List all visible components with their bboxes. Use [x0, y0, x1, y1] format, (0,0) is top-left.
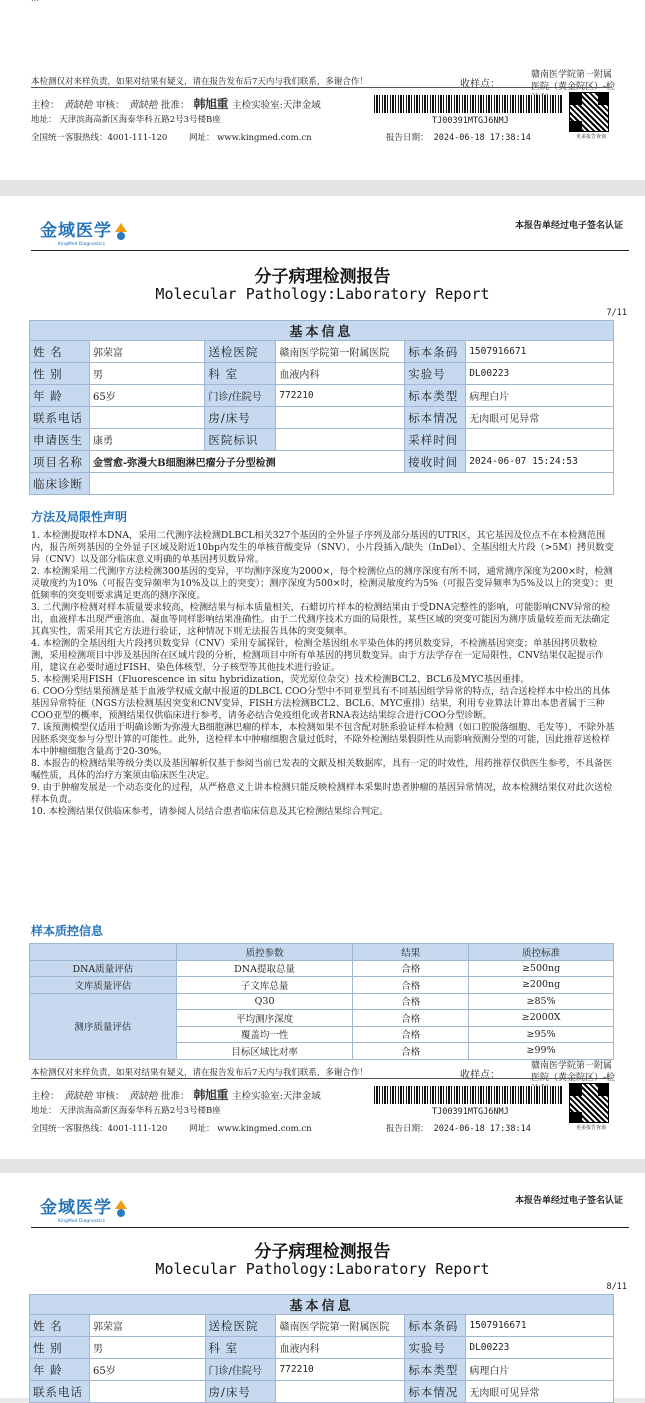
sign-label-main: 主检：	[31, 99, 60, 111]
sign-label-check: 审核：	[96, 99, 125, 111]
signature-approve: 韩旭重	[193, 1088, 229, 1102]
sex-label: 性 别	[30, 1337, 90, 1359]
qc-result: 合格	[353, 1026, 469, 1043]
brand-name: 金域医学	[40, 1198, 112, 1218]
method-item: 5. 本检测采用FISH（Fluorescence in situ hybridization，荧光原位杂交）技术检测BCL2、BCL6及MYC基因重排。	[31, 674, 530, 685]
footer-hotline	[31, 1122, 312, 1134]
age-value: 65岁	[89, 1359, 205, 1381]
barcode-label: 标本条码	[405, 341, 466, 363]
footer-address: 地址： 天津滨海高新区海泰华科五路2号3号楼B座	[31, 1106, 221, 1116]
age-label: 年 龄	[30, 1359, 90, 1381]
specimen-type-value: 病理白片	[466, 385, 614, 407]
website-text: 网址： www.kingmed.com.cn	[188, 133, 312, 143]
specimen-type-label: 标本类型	[405, 385, 466, 407]
table-row	[30, 977, 614, 994]
qc-param: DNA提取总量	[176, 960, 353, 977]
methods-title: 方法及局限性声明	[31, 510, 128, 524]
qc-group: 文库质量评估	[30, 977, 177, 994]
specimen-condition-label: 标本情况	[405, 407, 466, 429]
opd-value: 772210	[276, 385, 405, 407]
report-title-cn: 分子病理检测报告	[254, 267, 391, 287]
table-row	[30, 960, 614, 977]
barcode-icon	[374, 95, 562, 113]
barcode-text: TJ00391MTGJ6NMJ	[432, 116, 509, 126]
basic-info-table	[29, 1294, 614, 1403]
qc-result: 合格	[353, 960, 469, 977]
method-item: 10. 本检测结果仅供临床参考，请参阅人员结合患者临床信息及其它检测结果综合判定。	[31, 806, 389, 817]
dept-label: 科 室	[205, 363, 276, 385]
phone-value	[89, 1381, 205, 1403]
specimen-condition-value: 无肉眼可见异常	[466, 1381, 614, 1403]
brand-subtitle: KingMed Diagnostics	[58, 1219, 105, 1224]
report-page-7	[0, 196, 645, 1159]
method-item: 1. 本检测提取样本DNA，采用二代测序法检测DLBCL相关327个基因的全外显子序列及部分基因的UTR区，其它基因及位点不在本检测范围内，报告所列基因的全外显子区域及附近10bp内发生的单核苷酸变异（SNV）、小片段插入/缺失（InDel）、全基因组大片段（>5M）拷贝数变异（CNV）以及部分临床意义明确的单基因拷贝数异常。	[31, 530, 614, 565]
collection-time-value	[466, 429, 614, 451]
brand-name: 金域医学	[40, 221, 112, 241]
qc-standard: ≥95%	[469, 1026, 614, 1043]
hotline-text: 全国统一客服热线：4001-111-120	[31, 1124, 168, 1134]
footer-address: 地址： 天津滨海高新区海泰华科五路2号3号楼B座	[31, 115, 221, 125]
receipt-label: 收样点：	[460, 79, 500, 90]
basic-info-header: 基本信息	[30, 1295, 614, 1315]
phone-label: 联系电话	[30, 1381, 90, 1403]
opd-label: 门诊/住院号	[205, 1359, 276, 1381]
diagnosis-value	[89, 473, 613, 495]
qc-param: 目标区域比对率	[176, 1043, 353, 1060]
sign-label-check: 审核：	[96, 1090, 125, 1102]
e-sign-note: 本报告单经过电子签名认证	[515, 1196, 624, 1206]
method-item: 2. 本检测采用二代测序方法检测300基因的变异，平均测序深度为2000×，每个检测位点的测序深度有所不同，通常测序深度为200×时，检测灵敏度约为10%（可报告变异频率为10%及以上的突变）；测序深度为500×时，检测灵敏度约为5%（可报告变异频率为5%及以上的突变）；更低频率的突变则要求满足更高的测序深度。	[31, 566, 614, 601]
footer-notice: 本检测仅对来样负责，如果对结果有疑义，请在报告发布后7天内与我们联系，多谢合作！	[31, 1068, 368, 1078]
sex-label: 性 别	[30, 363, 90, 385]
qc-header-blank	[30, 944, 177, 961]
brand-logo	[40, 1193, 127, 1218]
bed-label: 房/床号	[205, 407, 276, 429]
dept-value: 血液内科	[276, 363, 405, 385]
qc-group: DNA质量评估	[30, 960, 177, 977]
qr-label: 更多报告查询	[575, 1125, 606, 1131]
receive-time-label: 接收时间	[405, 451, 466, 473]
signature-main: 黄缺艳	[63, 100, 93, 111]
lab-label: 主检实验室:天津金域	[232, 1090, 321, 1102]
qc-result: 合格	[353, 993, 469, 1010]
website-text: 网址： www.kingmed.com.cn	[188, 1124, 312, 1134]
header-rule	[31, 250, 629, 251]
qc-group: 测序质量评估	[30, 993, 177, 1059]
name-label: 姓 名	[30, 1315, 90, 1337]
sign-label-approve: 批准：	[161, 1090, 190, 1102]
item-label: 项目名称	[30, 451, 90, 473]
qc-standard: ≥99%	[469, 1043, 614, 1060]
name-value: 郭荣富	[89, 1315, 205, 1337]
qc-standard: ≥200ng	[469, 977, 614, 994]
signature-approve: 韩旭重	[193, 97, 229, 111]
qc-param: 平均测序深度	[176, 1010, 353, 1027]
receipt-value: 赣南医学院第一附属医院（黄金院区）-检	[531, 70, 616, 92]
basic-info-table	[29, 320, 614, 495]
qr-code-icon	[569, 1083, 609, 1123]
method-item: 8. 本报告的检测结果等级分类以及基因解析仅基于参阅当前已发表的文献及相关数据库，具有一定的时效性，用药推荐仅供医生参考，不具备医嘱性质，具体的治疗方案须由临床医生决定。	[31, 758, 613, 781]
qc-result: 合格	[353, 1010, 469, 1027]
signature-main: 黄缺艳	[63, 1091, 93, 1102]
footer-notice: 本检测仅对来样负责，如果对结果有疑义，请在报告发布后7天内与我们联系，多谢合作！	[31, 77, 368, 87]
logo-mark-icon	[113, 223, 127, 241]
collection-time-label: 采样时间	[405, 429, 466, 451]
hotline-text: 全国统一客服热线：4001-111-120	[31, 133, 168, 143]
hospital-mark-label: 医院标识	[205, 429, 276, 451]
report-date: 报告日期： 2024-06-18 17:38:14	[386, 1124, 531, 1134]
hospital-value: 赣南医学院第一附属医院	[276, 1315, 405, 1337]
specimen-condition-label: 标本情况	[405, 1381, 466, 1403]
phone-value	[89, 407, 204, 429]
methods-text	[31, 530, 615, 818]
method-item: 9. 由于肿瘤发展是一个动态变化的过程，从严格意义上讲本检测只能反映检测样本采集时患者肿瘤的基因异常情况，故本检测结果仅对此次送检样本负责。	[31, 782, 613, 805]
barcode-icon	[374, 1086, 562, 1104]
receive-time-value: 2024-06-07 15:24:53	[466, 451, 614, 473]
basic-info-header: 基本信息	[30, 321, 614, 341]
receipt-label: 收样点：	[460, 1070, 500, 1081]
name-label: 姓 名	[30, 341, 90, 363]
signature-row	[31, 1086, 321, 1103]
sign-label-main: 主检：	[31, 1090, 60, 1102]
page-number: 7/11	[606, 308, 627, 318]
age-value: 65岁	[89, 385, 204, 407]
page-separator	[0, 1159, 645, 1173]
method-item: 3. 二代测序检测对样本质量要求较高，检测结果与标本质量相关，石蜡切片样本的检测结果由于受DNA完整性的影响，可能影响CNV异常的检出，血液样本出现严重溶血、凝血等同样影响结果准确性。由于二代测序技术方面的局限性，某些区域的突变可能因为测序质量较差而无法确定其真实性，需采用其它方法进行验证，这种情况下则无法报告具体的突变频率。	[31, 602, 611, 637]
barcode-label: 标本条码	[405, 1315, 466, 1337]
qr-code-icon	[569, 92, 609, 132]
lab-no-label: 实验号	[405, 1337, 466, 1359]
bed-value	[276, 407, 405, 429]
opd-label: 门诊/住院号	[205, 385, 276, 407]
lab-no-value: DL00223	[466, 1337, 614, 1359]
barcode-value: 1507916671	[466, 341, 614, 363]
qc-title: 样本质控信息	[31, 924, 104, 938]
diagnosis-label: 临床诊断	[30, 473, 90, 495]
brand-logo	[40, 216, 127, 241]
sex-value: 男	[89, 363, 204, 385]
signature-check: 黄缺艳	[128, 100, 158, 111]
sign-label-approve: 批准：	[161, 99, 190, 111]
specimen-condition-value: 无肉眼可见异常	[466, 407, 614, 429]
qc-table	[29, 943, 614, 1060]
report-page-previous	[0, 0, 645, 180]
sex-value: 男	[89, 1337, 205, 1359]
qc-header-param: 质控参数	[176, 944, 353, 961]
qc-header-standard: 质控标准	[469, 944, 614, 961]
qc-result: 合格	[353, 1043, 469, 1060]
qc-standard: ≥500ng	[469, 960, 614, 977]
page-separator	[0, 180, 645, 196]
e-sign-note: 本报告单经过电子签名认证	[515, 221, 624, 231]
method-item: 6. COO分型结果预测是基于血液学权威文献中报道的DLBCL COO分型中不同亚型具有不同基因组学异常的特点，结合送检样本中检出的具体基因异常特征（NGS方法检测基因突变和CNV变异，FISH方法检测BCL2、BCL6、MYC重排）结果，利用专业算法计算出本患者属于三种COO亚型的概率，预测结果仅供临床进行参考，请务必结合免疫组化或者RNA表达结果综合进行COO分型诊断。	[31, 686, 611, 721]
report-page-8	[0, 1173, 645, 1398]
item-value: 金雪愈-弥漫大B细胞淋巴瘤分子分型检测	[89, 451, 404, 473]
phone-label: 联系电话	[30, 407, 90, 429]
opd-value: 772210	[276, 1359, 405, 1381]
brand-subtitle: KingMed Diagnostics	[58, 242, 105, 247]
report-date: 报告日期： 2024-06-18 17:38:14	[386, 133, 531, 143]
hospital-label: 送检医院	[205, 1315, 276, 1337]
report-title-cn: 分子病理检测报告	[254, 1242, 391, 1262]
logo-mark-icon	[113, 1200, 127, 1218]
lab-label: 主检实验室:天津金域	[232, 99, 321, 111]
qc-param: Q30	[176, 993, 353, 1010]
receipt-value: 赣南医学院第一附属医院（黄金院区）-检	[531, 1061, 616, 1083]
qc-result: 合格	[353, 977, 469, 994]
lab-no-value: DL00223	[466, 363, 614, 385]
dept-value: 血液内科	[276, 1337, 405, 1359]
cut-off-text	[31, 0, 39, 3]
footer-hotline	[31, 131, 312, 143]
report-title-en: Molecular Pathology:Laboratory Report	[155, 285, 490, 303]
age-label: 年 龄	[30, 385, 90, 407]
qc-param: 覆盖均一性	[176, 1026, 353, 1043]
qr-label: 更多报告查询	[575, 134, 606, 140]
dept-label: 科 室	[205, 1337, 276, 1359]
doctor-value: 康勇	[89, 429, 204, 451]
signature-check: 黄缺艳	[128, 1091, 158, 1102]
hospital-value: 赣南医学院第一附属医院	[276, 341, 405, 363]
name-value: 郭荣富	[89, 341, 204, 363]
specimen-type-label: 标本类型	[405, 1359, 466, 1381]
barcode-text: TJ00391MTGJ6NMJ	[432, 1107, 509, 1117]
method-item: 4. 本检测的全基因组大片段拷贝数变异（CNV）采用专属探针，检测全基因组水平染色体的拷贝数变异，不检测基因突变；单基因拷贝数检测，采用检测项目中涉及基因所在区域片段的分析，检测项目中所有单基因的拷贝数变异。由于方法学存在一定局限性，CNV结果仅起提示作用，建议在必要时通过FISH、染色体核型、分子核型等其他技术进行验证。	[31, 638, 604, 673]
table-row	[30, 993, 614, 1010]
barcode-value: 1507916671	[466, 1315, 614, 1337]
report-title-en: Molecular Pathology:Laboratory Report	[155, 1260, 490, 1278]
header-rule	[31, 1227, 629, 1228]
lab-no-label: 实验号	[405, 363, 466, 385]
footer-rule	[31, 87, 610, 88]
footer-rule	[31, 1078, 610, 1079]
hospital-mark-value	[276, 429, 405, 451]
qc-standard: ≥2000X	[469, 1010, 614, 1027]
signature-row	[31, 95, 321, 112]
hospital-label: 送检医院	[205, 341, 276, 363]
qc-header-result: 结果	[353, 944, 469, 961]
page-number: 8/11	[606, 1282, 627, 1292]
qc-param: 子文库总量	[176, 977, 353, 994]
bed-label: 房/床号	[205, 1381, 276, 1403]
specimen-type-value: 病理白片	[466, 1359, 614, 1381]
doctor-label: 申请医生	[30, 429, 90, 451]
method-item: 7. 该预测模型仅适用于明确诊断为弥漫大B细胞淋巴瘤的样本，本检测如果不包含配对胚系验证样本检测（如口腔脱落细胞、毛发等），不除外基因胚系突变参与分型计算的可能性。此外，送检样本中肿瘤细胞含量过低时，不除外检测结果假阴性从而影响预测分型的可能，因此推荐送检样本中肿瘤细胞含量高于20-30%。	[31, 722, 615, 757]
qc-standard: ≥85%	[469, 993, 614, 1010]
bed-value	[276, 1381, 405, 1403]
